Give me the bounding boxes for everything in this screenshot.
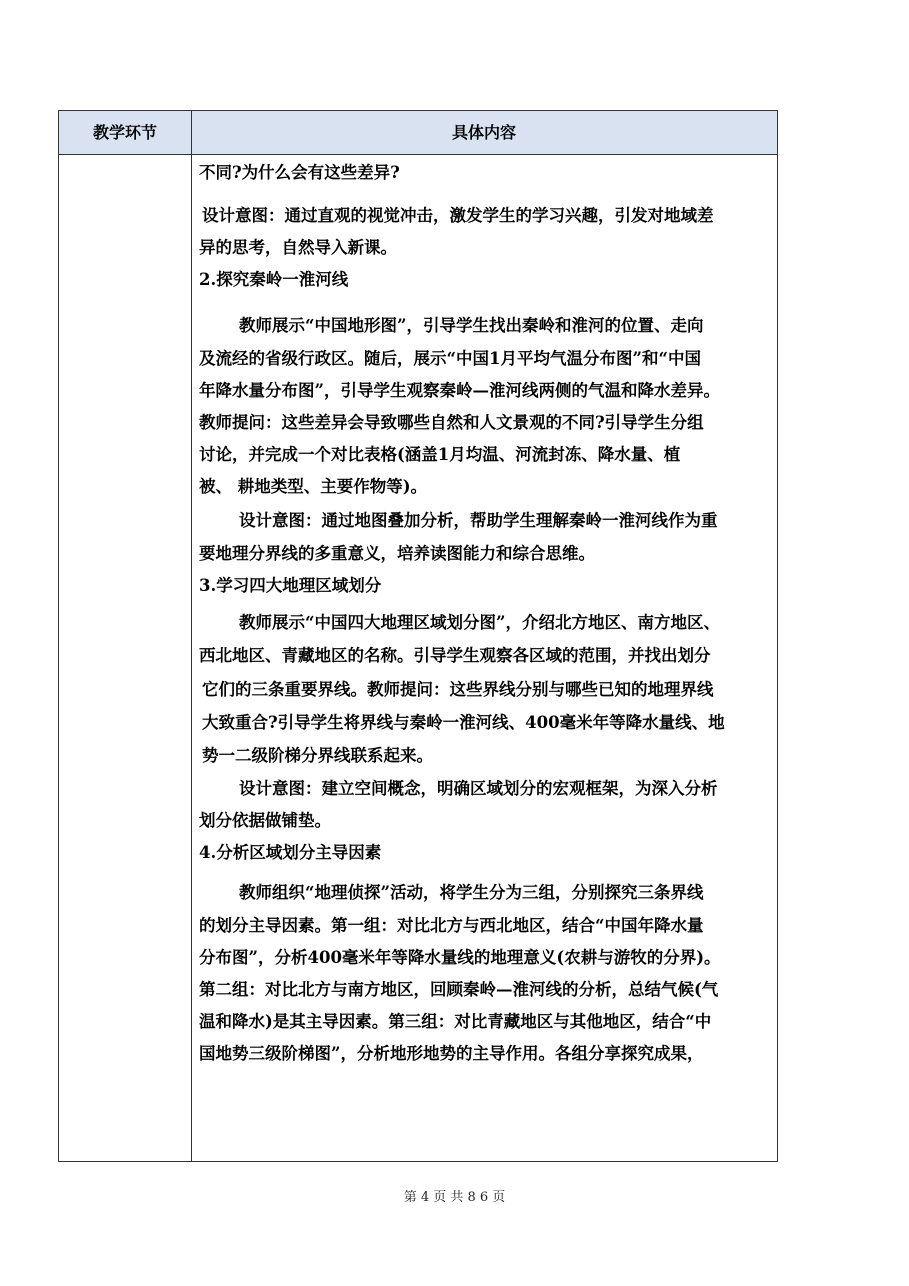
content-line: 异的思考，自然导入新课。 bbox=[199, 238, 397, 257]
header-specific-content: 具体内容 bbox=[451, 123, 516, 142]
content-line: 设计意图：建立空间概念，明确区域划分的宏观框架，为深入分析 bbox=[239, 779, 718, 798]
content-line: 教师提问：这些差异会导致哪些自然和人文景观的不同?引导学生分组 bbox=[199, 413, 704, 432]
column-divider bbox=[191, 111, 192, 1161]
content-line: 年降水量分布图”，引导学生观察秦岭—淮河线两侧的气温和降水差异。 bbox=[199, 381, 720, 400]
content-line: 分布图”，分析400毫米年等降水量线的地理意义(农耕与游牧的分界)。 bbox=[199, 948, 721, 967]
content-line: 大致重合?引导学生将界线与秦岭一淮河线、400毫米年等降水量线、地 bbox=[202, 713, 725, 732]
lesson-table bbox=[58, 110, 778, 1162]
content-line: 不同?为什么会有这些差异? bbox=[199, 163, 400, 182]
page-number: 第 4 页 共 8 6 页 bbox=[403, 1190, 506, 1205]
content-line: 及流经的省级行政区。随后，展示“中国1月平均气温分布图”和“中国 bbox=[199, 349, 701, 368]
content-line: 讨论，并完成一个对比表格(涵盖1月均温、河流封冻、降水量、植 bbox=[199, 445, 681, 464]
header-teaching-stage: 教学环节 bbox=[92, 123, 157, 142]
content-line: 要地理分界线的多重意义，培养读图能力和综合思维。 bbox=[199, 544, 595, 563]
content-line: 教师组织“地理侦探”活动，将学生分为三组，分别探究三条界线 bbox=[239, 883, 704, 902]
content-line: 势一二级阶梯分界线联系起来。 bbox=[202, 746, 433, 765]
section-heading: 3.学习四大地理区域划分 bbox=[199, 576, 382, 595]
section-heading: 4.分析区域划分主导因素 bbox=[199, 843, 382, 862]
content-line: 设计意图：通过地图叠加分析，帮助学生理解秦岭一淮河线作为重 bbox=[239, 511, 718, 530]
content-line: 温和降水)是其主导因素。第三组：对比青藏地区与其他地区，结合“中 bbox=[199, 1012, 712, 1031]
content-line: 教师展示“中国地形图”，引导学生找出秦岭和淮河的位置、走向 bbox=[239, 316, 704, 335]
content-line: 设计意图：通过直观的视觉冲击，激发学生的学习兴趣，引发对地域差 bbox=[202, 206, 714, 225]
content-line: 它们的三条重要界线。教师提问：这些界线分别与哪些已知的地理界线 bbox=[202, 680, 714, 699]
content-line: 第二组：对比北方与南方地区，回顾秦岭—淮河线的分析，总结气候(气 bbox=[199, 980, 719, 999]
table-header bbox=[59, 111, 777, 155]
content-line: 教师展示“中国四大地理区域划分图”，介绍北方地区、南方地区、 bbox=[239, 613, 720, 632]
content-line: 国地势三级阶梯图”，分析地形地势的主导作用。各组分享探究成果， bbox=[199, 1044, 704, 1063]
section-heading: 2.探究秦岭一淮河线 bbox=[199, 270, 349, 289]
content-line: 西北地区、青藏地区的名称。引导学生观察各区域的范围，并找出划分 bbox=[199, 646, 711, 665]
content-line: 被、 耕地类型、主要作物等)。 bbox=[199, 477, 428, 496]
content-line: 的划分主导因素。第一组：对比北方与西北地区，结合“中国年降水量 bbox=[199, 916, 704, 935]
content-line: 划分依据做铺垫。 bbox=[199, 811, 331, 830]
